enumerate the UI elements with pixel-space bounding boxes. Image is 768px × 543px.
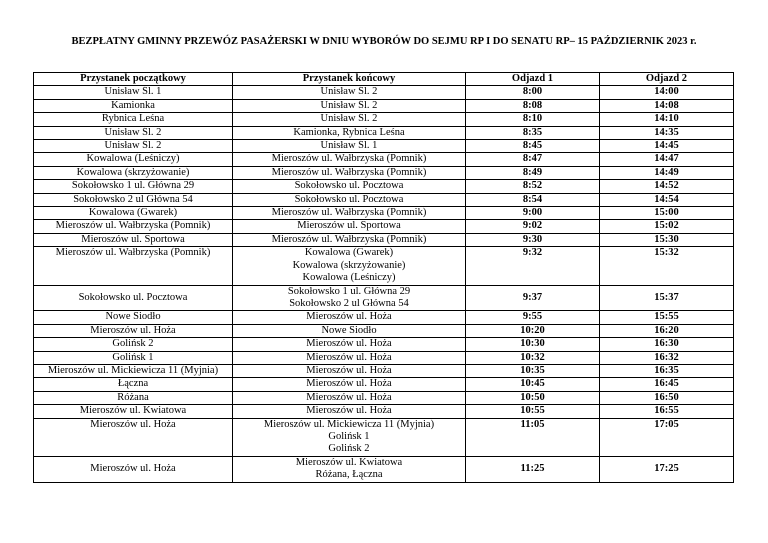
end-stop-cell — [233, 351, 466, 364]
end-stop-line: Sokołowsko 2 ul Główna 54 — [289, 297, 409, 309]
departure-2-cell: 15:00 — [600, 207, 734, 220]
table-row — [34, 324, 734, 337]
header-departure-2: Odjazd 2 — [600, 73, 734, 86]
start-stop-cell: Mieroszów ul. Mickiewicza 11 (Myjnia) — [34, 364, 233, 377]
departure-2-cell: 14:47 — [600, 153, 734, 166]
end-stop-line: Mieroszów ul. Wałbrzyska (Pomnik) — [271, 233, 427, 245]
departure-2-cell: 16:32 — [600, 351, 734, 364]
end-stop-cell — [233, 207, 466, 220]
end-stop-cell — [233, 153, 466, 166]
end-stop-cell — [233, 113, 466, 126]
end-stop-cell — [233, 338, 466, 351]
end-stop-line: Mieroszów ul. Hoża — [306, 378, 392, 390]
departure-2-cell: 17:05 — [600, 418, 734, 456]
end-stop-line: Kowalowa (Gwarek) — [304, 247, 394, 259]
departure-2-cell: 14:49 — [600, 166, 734, 179]
end-stop-line: Mieroszów ul. Hoża — [306, 311, 392, 323]
end-stop-line: Mieroszów ul. Hoża — [306, 351, 392, 363]
table-row — [34, 140, 734, 153]
end-stop-line: Golińsk 1 — [328, 430, 370, 442]
start-stop-cell: Mieroszów ul. Sportowa — [34, 233, 233, 246]
document-title: BEZPŁATNY GMINNY PRZEWÓZ PASAŻERSKI W DNIU WYBORÓW DO SEJMU RP I DO SENATU RP– 15 PAŹDZIERNIK 2023 r. — [71, 36, 697, 47]
end-stop-cell — [233, 418, 466, 456]
end-stop-line: Mieroszów ul. Sportowa — [297, 220, 401, 232]
departure-1-cell: 9:02 — [466, 220, 600, 233]
end-stop-cell — [233, 324, 466, 337]
header-start-stop: Przystanek początkowy — [34, 73, 233, 86]
departure-1-cell: 10:32 — [466, 351, 600, 364]
end-stop-cell — [233, 311, 466, 324]
start-stop-cell: Różana — [34, 391, 233, 404]
start-stop-cell: Rybnica Leśna — [34, 113, 233, 126]
table-row — [34, 405, 734, 418]
start-stop-cell: Łączna — [34, 378, 233, 391]
table-row — [34, 166, 734, 179]
departure-1-cell: 8:49 — [466, 166, 600, 179]
departure-1-cell: 9:32 — [466, 247, 600, 285]
departure-2-cell: 16:35 — [600, 364, 734, 377]
end-stop-cell — [233, 285, 466, 311]
start-stop-cell: Mieroszów ul. Hoża — [34, 324, 233, 337]
end-stop-line: Kamionka, Rybnica Leśna — [293, 126, 405, 138]
departure-1-cell: 9:00 — [466, 207, 600, 220]
departure-1-cell: 9:55 — [466, 311, 600, 324]
departure-2-cell: 14:08 — [600, 99, 734, 112]
departure-1-cell: 8:10 — [466, 113, 600, 126]
end-stop-line: Kowalowa (Leśniczy) — [302, 272, 396, 284]
departure-2-cell: 16:30 — [600, 338, 734, 351]
end-stop-cell — [233, 247, 466, 285]
end-stop-cell — [233, 193, 466, 206]
end-stop-line: Mieroszów ul. Mickiewicza 11 (Myjnia) — [263, 418, 435, 430]
departure-2-cell: 15:55 — [600, 311, 734, 324]
end-stop-cell — [233, 364, 466, 377]
table-row — [34, 99, 734, 112]
end-stop-line: Sokołowsko ul. Pocztowa — [294, 180, 404, 192]
departure-1-cell: 9:37 — [466, 285, 600, 311]
end-stop-cell — [233, 220, 466, 233]
start-stop-cell: Kowalowa (Leśniczy) — [34, 153, 233, 166]
departure-1-cell: 8:35 — [466, 126, 600, 139]
departure-2-cell: 17:25 — [600, 456, 734, 482]
departure-2-cell: 14:45 — [600, 140, 734, 153]
end-stop-cell — [233, 180, 466, 193]
departure-2-cell: 14:35 — [600, 126, 734, 139]
departure-2-cell: 15:32 — [600, 247, 734, 285]
end-stop-line: Mieroszów ul. Hoża — [306, 338, 392, 350]
end-stop-cell — [233, 86, 466, 99]
end-stop-line: Unisław Śl. 2 — [320, 113, 378, 125]
end-stop-line: Mieroszów ul. Kwiatowa — [295, 456, 403, 468]
start-stop-cell: Unisław Śl. 2 — [34, 126, 233, 139]
end-stop-line: Mieroszów ul. Hoża — [306, 364, 392, 376]
table-row — [34, 285, 734, 311]
departure-1-cell: 11:05 — [466, 418, 600, 456]
table-row — [34, 378, 734, 391]
start-stop-cell: Kowalowa (Gwarek) — [34, 207, 233, 220]
end-stop-cell — [233, 166, 466, 179]
end-stop-cell — [233, 99, 466, 112]
end-stop-line: Unisław Śl. 2 — [320, 86, 378, 98]
departure-1-cell: 10:45 — [466, 378, 600, 391]
start-stop-cell: Mieroszów ul. Wałbrzyska (Pomnik) — [34, 220, 233, 233]
departure-2-cell: 14:00 — [600, 86, 734, 99]
departure-2-cell: 14:10 — [600, 113, 734, 126]
departure-1-cell: 10:30 — [466, 338, 600, 351]
start-stop-cell: Mieroszów ul. Hoża — [34, 456, 233, 482]
end-stop-line: Unisław Śl. 2 — [320, 99, 378, 111]
departure-1-cell: 8:54 — [466, 193, 600, 206]
departure-2-cell: 16:45 — [600, 378, 734, 391]
start-stop-cell: Sokołowsko 2 ul Główna 54 — [34, 193, 233, 206]
end-stop-cell — [233, 378, 466, 391]
end-stop-line: Mieroszów ul. Hoża — [306, 405, 392, 417]
header-end-stop: Przystanek końcowy — [233, 73, 466, 86]
end-stop-line: Mieroszów ul. Wałbrzyska (Pomnik) — [271, 153, 427, 165]
start-stop-cell: Kowalowa (skrzyżowanie) — [34, 166, 233, 179]
table-row — [34, 456, 734, 482]
departure-2-cell: 16:20 — [600, 324, 734, 337]
table-row — [34, 86, 734, 99]
timetable — [33, 72, 734, 483]
end-stop-cell — [233, 140, 466, 153]
end-stop-cell — [233, 233, 466, 246]
table-row — [34, 220, 734, 233]
departure-1-cell: 10:50 — [466, 391, 600, 404]
table-row — [34, 351, 734, 364]
start-stop-cell: Golińsk 2 — [34, 338, 233, 351]
departure-1-cell: 9:30 — [466, 233, 600, 246]
departure-1-cell: 8:52 — [466, 180, 600, 193]
table-row — [34, 113, 734, 126]
start-stop-cell: Unisław Śl. 2 — [34, 140, 233, 153]
table-row — [34, 338, 734, 351]
start-stop-cell: Mieroszów ul. Hoża — [34, 418, 233, 456]
table-row — [34, 126, 734, 139]
departure-2-cell: 15:37 — [600, 285, 734, 311]
start-stop-cell: Kamionka — [34, 99, 233, 112]
departure-1-cell: 8:47 — [466, 153, 600, 166]
departure-1-cell: 10:55 — [466, 405, 600, 418]
start-stop-cell: Nowe Siodło — [34, 311, 233, 324]
start-stop-cell: Mieroszów ul. Wałbrzyska (Pomnik) — [34, 247, 233, 285]
table-row — [34, 418, 734, 456]
departure-1-cell: 11:25 — [466, 456, 600, 482]
end-stop-line: Mieroszów ul. Hoża — [306, 391, 392, 403]
table-row — [34, 153, 734, 166]
start-stop-cell: Unisław Śl. 1 — [34, 86, 233, 99]
end-stop-line: Sokołowsko 1 ul. Główna 29 — [287, 285, 411, 297]
departure-2-cell: 15:02 — [600, 220, 734, 233]
departure-1-cell: 10:20 — [466, 324, 600, 337]
end-stop-cell — [233, 405, 466, 418]
timetable-body — [34, 86, 734, 482]
end-stop-line: Golińsk 2 — [328, 443, 370, 455]
departure-1-cell: 8:00 — [466, 86, 600, 99]
start-stop-cell: Golińsk 1 — [34, 351, 233, 364]
departure-1-cell: 8:08 — [466, 99, 600, 112]
departure-2-cell: 15:30 — [600, 233, 734, 246]
departure-2-cell: 14:54 — [600, 193, 734, 206]
end-stop-cell — [233, 391, 466, 404]
table-header-row — [34, 73, 734, 86]
departure-1-cell: 8:45 — [466, 140, 600, 153]
table-row — [34, 247, 734, 285]
end-stop-line: Mieroszów ul. Wałbrzyska (Pomnik) — [271, 166, 427, 178]
start-stop-cell: Sokołowsko ul. Pocztowa — [34, 285, 233, 311]
end-stop-line: Nowe Siodło — [321, 324, 377, 336]
end-stop-line: Różana, Łączna — [315, 469, 383, 481]
end-stop-line: Mieroszów ul. Wałbrzyska (Pomnik) — [271, 207, 427, 219]
departure-2-cell: 16:50 — [600, 391, 734, 404]
table-row — [34, 364, 734, 377]
table-row — [34, 311, 734, 324]
end-stop-line: Unisław Śl. 1 — [320, 140, 378, 152]
end-stop-line: Kowalowa (skrzyżowanie) — [292, 259, 406, 271]
header-departure-1: Odjazd 1 — [466, 73, 600, 86]
departure-1-cell: 10:35 — [466, 364, 600, 377]
end-stop-cell — [233, 126, 466, 139]
departure-2-cell: 14:52 — [600, 180, 734, 193]
table-row — [34, 391, 734, 404]
end-stop-line: Sokołowsko ul. Pocztowa — [294, 193, 404, 205]
table-row — [34, 193, 734, 206]
table-row — [34, 207, 734, 220]
start-stop-cell: Mieroszów ul. Kwiatowa — [34, 405, 233, 418]
start-stop-cell: Sokołowsko 1 ul. Główna 29 — [34, 180, 233, 193]
table-row — [34, 233, 734, 246]
end-stop-cell — [233, 456, 466, 482]
table-row — [34, 180, 734, 193]
departure-2-cell: 16:55 — [600, 405, 734, 418]
